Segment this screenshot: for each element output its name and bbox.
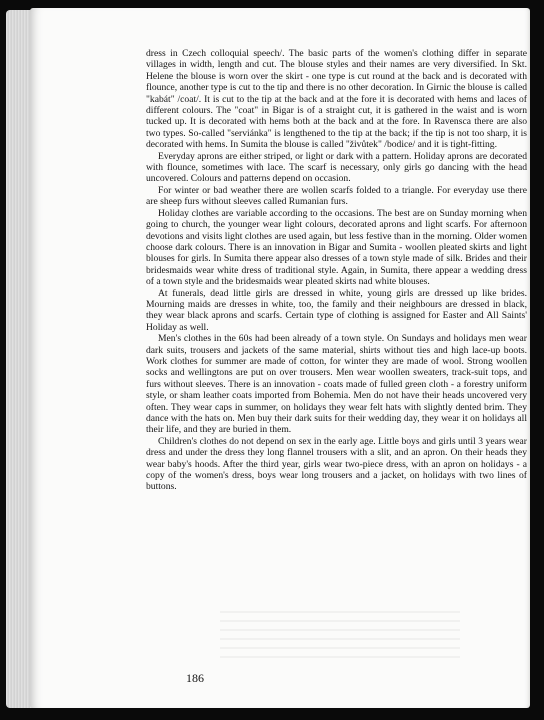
paragraph: Holiday clothes are variable according to the occasions. The best are on Sunday morning when going to church, the younger wear light colours, decorated aprons and light scarfs. For afternoon devotions and visits light clothes are used again, but less festive than in the morning. Older women choose dark colours. There is an innovation in Bigar and Sumita - woollen pleated skirts and light blouses for girls. In Sumita there appear also dresses of a town style made of silk. Brides and their bridesmaids wear white dress of traditional style. Again, in Sumita, there appear a wedding dress of a town style and the bridesmaids wear pleated skirts nad white blouses. [146, 207, 527, 288]
paragraph: Children's clothes do not depend on sex in the early age. Little boys and girls until 3 years wear dress and under the dress they long flannel trousers with a slit, and an apron. On their heads they wear baby's hoods. After the third year, girls wear two-piece dress, with an apron on holidays - a copy of the women's dress, boys wear long trousers and a jacket, on holidays with two lines of buttons. [146, 435, 527, 493]
paragraph: dress in Czech colloquial speech/. The basic parts of the women's clothing differ in separate villages in width, length and cut. The blouse styles and their names are very diversified. In Skt. Helene the blouse is worn over the skirt - one type is cut round at the back and is decorated with flounce, another type is cut to the tip and there is no other decoration. In Girnic the blouse is called "kabát" /coat/. It is cut to the tip at the back and at the fore it is decorated with hems and laces of different colours. The "coat" in Bigar is of a straight cut, it is gathered in the waist and is worn tucked up. It is decorated with hems both at the back and at the fore. In Ravensca there are also two types. So-called "serviánka" is lengthened to the tip at the back; if the tip is not too sharp, it is decorated with hems. In Sumita the blouse is called "živůtek" /bodice/ and it is tight-fitting. [146, 48, 527, 151]
paragraph: Men's clothes in the 60s had been already of a town style. On Sundays and holidays men wear dark suits, trousers and jackets of the same material, shirts without ties and high lace-up boots. Work clothes for summer are made of cotton, for winter they are made of wool. Strong woollen socks and wellingtons are put on over trousers. Men wear woollen sweaters, track-suit tops, and furs without sleeves. There is an innovation - coats made of fulled green cloth - a forestry uniform style, or sham leather coats imported from Bohemia. Men do not have their heads uncovered very often. They wear caps in summer, on holidays they wear felt hats with slightly dented brim. They dance with the hats on. Men buy their dark suits for their wedding day, they wear it on holidays all their life, and they are buried in them. [146, 333, 527, 436]
show-through-text [220, 608, 460, 658]
body-text [146, 48, 527, 493]
paragraph: At funerals, dead little girls are dressed in white, young girls are dressed up like brides. Mourning maids are dresses in white, too, the family and their neighbours are dressed in black, they wear black aprons and scarfs. Certain type of clothing is assigned for Easter and All Saints' Holiday as well. [146, 287, 527, 333]
paragraph: Everyday aprons are either striped, or light or dark with a pattern. Holiday aprons are decorated with flounce, sometimes with lace. The scarf is necessary, only girls go dancing with the head uncovered. Colours and patterns depend on occasion. [146, 150, 527, 185]
page-number: 186 [186, 671, 204, 685]
book-page [30, 8, 530, 708]
paragraph: For winter or bad weather there are wollen scarfs folded to a triangle. For everyday use there are sheep furs without sleeves called Rumanian furs. [146, 184, 527, 208]
